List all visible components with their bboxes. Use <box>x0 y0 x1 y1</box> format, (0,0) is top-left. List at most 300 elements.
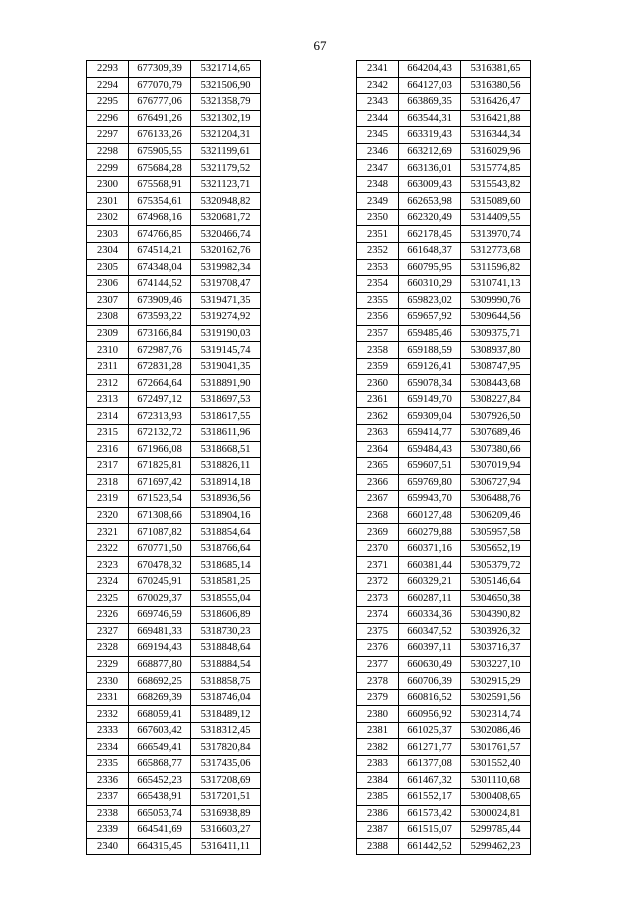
y-coordinate-cell: 5307380,66 <box>461 441 531 458</box>
x-coordinate-cell: 674968,16 <box>129 209 191 226</box>
x-coordinate-cell: 666549,41 <box>129 739 191 756</box>
y-coordinate-cell: 5300024,81 <box>461 805 531 822</box>
point-id-cell: 2347 <box>357 160 399 177</box>
y-coordinate-cell: 5318826,11 <box>191 458 261 475</box>
y-coordinate-cell: 5317201,51 <box>191 789 261 806</box>
y-coordinate-cell: 5299462,23 <box>461 838 531 855</box>
table-row <box>357 160 531 177</box>
y-coordinate-cell: 5316029,96 <box>461 143 531 160</box>
y-coordinate-cell: 5319982,34 <box>191 259 261 276</box>
x-coordinate-cell: 674348,04 <box>129 259 191 276</box>
table-row <box>87 689 261 706</box>
table-row <box>87 243 261 260</box>
y-coordinate-cell: 5304650,38 <box>461 590 531 607</box>
y-coordinate-cell: 5301110,68 <box>461 772 531 789</box>
point-id-cell: 2382 <box>357 739 399 756</box>
point-id-cell: 2373 <box>357 590 399 607</box>
x-coordinate-cell: 664541,69 <box>129 822 191 839</box>
table-row <box>87 425 261 442</box>
y-coordinate-cell: 5309375,71 <box>461 325 531 342</box>
x-coordinate-cell: 661377,08 <box>399 755 461 772</box>
y-coordinate-cell: 5318312,45 <box>191 722 261 739</box>
point-id-cell: 2371 <box>357 557 399 574</box>
y-coordinate-cell: 5318730,23 <box>191 623 261 640</box>
x-coordinate-cell: 660127,48 <box>399 507 461 524</box>
x-coordinate-cell: 661442,52 <box>399 838 461 855</box>
table-row <box>357 524 531 541</box>
x-coordinate-cell: 672313,93 <box>129 408 191 425</box>
x-coordinate-cell: 660816,52 <box>399 689 461 706</box>
table-row <box>357 491 531 508</box>
table-row <box>87 822 261 839</box>
table-row <box>357 391 531 408</box>
table-row <box>357 474 531 491</box>
y-coordinate-cell: 5318884,54 <box>191 656 261 673</box>
point-id-cell: 2354 <box>357 276 399 293</box>
y-coordinate-cell: 5321123,71 <box>191 176 261 193</box>
table-row <box>87 805 261 822</box>
x-coordinate-cell: 660279,88 <box>399 524 461 541</box>
point-id-cell: 2375 <box>357 623 399 640</box>
x-coordinate-cell: 660329,21 <box>399 573 461 590</box>
y-coordinate-cell: 5319041,35 <box>191 358 261 375</box>
y-coordinate-cell: 5305957,58 <box>461 524 531 541</box>
table-row <box>87 276 261 293</box>
point-id-cell: 2316 <box>87 441 129 458</box>
point-id-cell: 2344 <box>357 110 399 127</box>
point-id-cell: 2317 <box>87 458 129 475</box>
table-row <box>357 722 531 739</box>
point-id-cell: 2314 <box>87 408 129 425</box>
y-coordinate-cell: 5318854,64 <box>191 524 261 541</box>
table-row <box>357 590 531 607</box>
table-row <box>357 755 531 772</box>
point-id-cell: 2345 <box>357 127 399 144</box>
y-coordinate-cell: 5318914,18 <box>191 474 261 491</box>
y-coordinate-cell: 5318858,75 <box>191 673 261 690</box>
x-coordinate-cell: 660287,11 <box>399 590 461 607</box>
x-coordinate-cell: 676777,06 <box>129 94 191 111</box>
table-row <box>87 524 261 541</box>
table-row <box>87 77 261 94</box>
point-id-cell: 2308 <box>87 309 129 326</box>
y-coordinate-cell: 5318685,14 <box>191 557 261 574</box>
point-id-cell: 2367 <box>357 491 399 508</box>
point-id-cell: 2363 <box>357 425 399 442</box>
table-row <box>357 739 531 756</box>
y-coordinate-cell: 5308227,84 <box>461 391 531 408</box>
x-coordinate-cell: 676133,26 <box>129 127 191 144</box>
table-row <box>87 722 261 739</box>
table-row <box>357 110 531 127</box>
table-row <box>357 822 531 839</box>
point-id-cell: 2315 <box>87 425 129 442</box>
table-row <box>357 61 531 78</box>
table-row <box>357 243 531 260</box>
y-coordinate-cell: 5303227,10 <box>461 656 531 673</box>
y-coordinate-cell: 5303716,37 <box>461 640 531 657</box>
y-coordinate-cell: 5307926,50 <box>461 408 531 425</box>
x-coordinate-cell: 661573,42 <box>399 805 461 822</box>
point-id-cell: 2329 <box>87 656 129 673</box>
table-row <box>87 325 261 342</box>
point-id-cell: 2341 <box>357 61 399 78</box>
table-row <box>87 358 261 375</box>
y-coordinate-cell: 5309644,56 <box>461 309 531 326</box>
table-row <box>87 127 261 144</box>
point-id-cell: 2324 <box>87 573 129 590</box>
point-id-cell: 2340 <box>87 838 129 855</box>
table-row <box>357 458 531 475</box>
y-coordinate-cell: 5321358,79 <box>191 94 261 111</box>
y-coordinate-cell: 5319471,35 <box>191 292 261 309</box>
table-row <box>357 226 531 243</box>
y-coordinate-cell: 5321199,61 <box>191 143 261 160</box>
x-coordinate-cell: 661648,37 <box>399 243 461 260</box>
y-coordinate-cell: 5318904,16 <box>191 507 261 524</box>
y-coordinate-cell: 5300408,65 <box>461 789 531 806</box>
point-id-cell: 2320 <box>87 507 129 524</box>
point-id-cell: 2328 <box>87 640 129 657</box>
table-row <box>87 474 261 491</box>
table-row <box>357 94 531 111</box>
y-coordinate-cell: 5302314,74 <box>461 706 531 723</box>
table-row <box>87 673 261 690</box>
table-row <box>357 689 531 706</box>
point-id-cell: 2365 <box>357 458 399 475</box>
table-row <box>87 573 261 590</box>
point-id-cell: 2293 <box>87 61 129 78</box>
y-coordinate-cell: 5318606,89 <box>191 607 261 624</box>
point-id-cell: 2305 <box>87 259 129 276</box>
y-coordinate-cell: 5321714,65 <box>191 61 261 78</box>
table-row <box>87 143 261 160</box>
table-row <box>357 640 531 657</box>
point-id-cell: 2384 <box>357 772 399 789</box>
y-coordinate-cell: 5320948,82 <box>191 193 261 210</box>
point-id-cell: 2309 <box>87 325 129 342</box>
table-row <box>357 143 531 160</box>
point-id-cell: 2356 <box>357 309 399 326</box>
y-coordinate-cell: 5321302,19 <box>191 110 261 127</box>
x-coordinate-cell: 670029,37 <box>129 590 191 607</box>
point-id-cell: 2310 <box>87 342 129 359</box>
point-id-cell: 2326 <box>87 607 129 624</box>
x-coordinate-cell: 659484,43 <box>399 441 461 458</box>
x-coordinate-cell: 659943,70 <box>399 491 461 508</box>
table-row <box>87 176 261 193</box>
y-coordinate-cell: 5312773,68 <box>461 243 531 260</box>
x-coordinate-cell: 673909,46 <box>129 292 191 309</box>
table-row <box>357 309 531 326</box>
point-id-cell: 2301 <box>87 193 129 210</box>
point-id-cell: 2298 <box>87 143 129 160</box>
point-id-cell: 2353 <box>357 259 399 276</box>
table-row <box>87 375 261 392</box>
table-row <box>357 540 531 557</box>
x-coordinate-cell: 659309,04 <box>399 408 461 425</box>
y-coordinate-cell: 5303926,32 <box>461 623 531 640</box>
x-coordinate-cell: 664127,03 <box>399 77 461 94</box>
x-coordinate-cell: 660347,52 <box>399 623 461 640</box>
y-coordinate-cell: 5309990,76 <box>461 292 531 309</box>
table-row <box>87 607 261 624</box>
y-coordinate-cell: 5305652,19 <box>461 540 531 557</box>
y-coordinate-cell: 5318611,96 <box>191 425 261 442</box>
y-coordinate-cell: 5306488,76 <box>461 491 531 508</box>
x-coordinate-cell: 672664,64 <box>129 375 191 392</box>
x-coordinate-cell: 662653,98 <box>399 193 461 210</box>
y-coordinate-cell: 5302086,46 <box>461 722 531 739</box>
point-id-cell: 2381 <box>357 722 399 739</box>
x-coordinate-cell: 668692,25 <box>129 673 191 690</box>
point-id-cell: 2342 <box>357 77 399 94</box>
coordinates-table-left <box>86 60 261 855</box>
table-row <box>87 408 261 425</box>
x-coordinate-cell: 669481,33 <box>129 623 191 640</box>
point-id-cell: 2323 <box>87 557 129 574</box>
x-coordinate-cell: 659188,59 <box>399 342 461 359</box>
x-coordinate-cell: 660371,16 <box>399 540 461 557</box>
table-row <box>357 656 531 673</box>
point-id-cell: 2370 <box>357 540 399 557</box>
point-id-cell: 2380 <box>357 706 399 723</box>
y-coordinate-cell: 5318848,64 <box>191 640 261 657</box>
table-row <box>87 94 261 111</box>
point-id-cell: 2376 <box>357 640 399 657</box>
x-coordinate-cell: 672831,28 <box>129 358 191 375</box>
table-row <box>87 441 261 458</box>
table-row <box>357 805 531 822</box>
table-row <box>357 127 531 144</box>
x-coordinate-cell: 671087,82 <box>129 524 191 541</box>
table-row <box>357 607 531 624</box>
x-coordinate-cell: 669194,43 <box>129 640 191 657</box>
point-id-cell: 2352 <box>357 243 399 260</box>
x-coordinate-cell: 674766,85 <box>129 226 191 243</box>
x-coordinate-cell: 660397,11 <box>399 640 461 657</box>
y-coordinate-cell: 5306727,94 <box>461 474 531 491</box>
x-coordinate-cell: 671523,54 <box>129 491 191 508</box>
y-coordinate-cell: 5316426,47 <box>461 94 531 111</box>
x-coordinate-cell: 672497,12 <box>129 391 191 408</box>
table-row <box>87 706 261 723</box>
point-id-cell: 2333 <box>87 722 129 739</box>
point-id-cell: 2349 <box>357 193 399 210</box>
y-coordinate-cell: 5319708,47 <box>191 276 261 293</box>
point-id-cell: 2372 <box>357 573 399 590</box>
x-coordinate-cell: 665452,23 <box>129 772 191 789</box>
x-coordinate-cell: 663009,43 <box>399 176 461 193</box>
y-coordinate-cell: 5302915,29 <box>461 673 531 690</box>
x-coordinate-cell: 673166,84 <box>129 325 191 342</box>
point-id-cell: 2297 <box>87 127 129 144</box>
table-row <box>87 838 261 855</box>
point-id-cell: 2296 <box>87 110 129 127</box>
point-id-cell: 2311 <box>87 358 129 375</box>
x-coordinate-cell: 664315,45 <box>129 838 191 855</box>
x-coordinate-cell: 672132,72 <box>129 425 191 442</box>
table-row <box>87 193 261 210</box>
x-coordinate-cell: 670771,50 <box>129 540 191 557</box>
x-coordinate-cell: 663319,43 <box>399 127 461 144</box>
point-id-cell: 2299 <box>87 160 129 177</box>
table-row <box>87 772 261 789</box>
y-coordinate-cell: 5310741,13 <box>461 276 531 293</box>
x-coordinate-cell: 668269,39 <box>129 689 191 706</box>
x-coordinate-cell: 665868,77 <box>129 755 191 772</box>
y-coordinate-cell: 5320162,76 <box>191 243 261 260</box>
y-coordinate-cell: 5317820,84 <box>191 739 261 756</box>
x-coordinate-cell: 660334,36 <box>399 607 461 624</box>
x-coordinate-cell: 659657,92 <box>399 309 461 326</box>
table-row <box>357 789 531 806</box>
point-id-cell: 2343 <box>357 94 399 111</box>
y-coordinate-cell: 5311596,82 <box>461 259 531 276</box>
table-row <box>87 623 261 640</box>
table-row <box>357 342 531 359</box>
x-coordinate-cell: 662320,49 <box>399 209 461 226</box>
table-row <box>87 110 261 127</box>
point-id-cell: 2348 <box>357 176 399 193</box>
point-id-cell: 2387 <box>357 822 399 839</box>
point-id-cell: 2360 <box>357 375 399 392</box>
page-number: 67 <box>313 38 327 53</box>
x-coordinate-cell: 660381,44 <box>399 557 461 574</box>
table-row <box>87 789 261 806</box>
table-row <box>87 491 261 508</box>
table-row <box>87 209 261 226</box>
x-coordinate-cell: 675905,55 <box>129 143 191 160</box>
table-row <box>357 325 531 342</box>
point-id-cell: 2366 <box>357 474 399 491</box>
y-coordinate-cell: 5318668,51 <box>191 441 261 458</box>
point-id-cell: 2364 <box>357 441 399 458</box>
point-id-cell: 2321 <box>87 524 129 541</box>
point-id-cell: 2319 <box>87 491 129 508</box>
y-coordinate-cell: 5316344,34 <box>461 127 531 144</box>
point-id-cell: 2331 <box>87 689 129 706</box>
point-id-cell: 2385 <box>357 789 399 806</box>
point-id-cell: 2368 <box>357 507 399 524</box>
x-coordinate-cell: 663136,01 <box>399 160 461 177</box>
point-id-cell: 2312 <box>87 375 129 392</box>
y-coordinate-cell: 5317208,69 <box>191 772 261 789</box>
point-id-cell: 2374 <box>357 607 399 624</box>
y-coordinate-cell: 5308937,80 <box>461 342 531 359</box>
y-coordinate-cell: 5318936,56 <box>191 491 261 508</box>
x-coordinate-cell: 671825,81 <box>129 458 191 475</box>
x-coordinate-cell: 674144,52 <box>129 276 191 293</box>
point-id-cell: 2294 <box>87 77 129 94</box>
x-coordinate-cell: 671308,66 <box>129 507 191 524</box>
point-id-cell: 2355 <box>357 292 399 309</box>
y-coordinate-cell: 5316411,11 <box>191 838 261 855</box>
point-id-cell: 2369 <box>357 524 399 541</box>
y-coordinate-cell: 5314409,55 <box>461 209 531 226</box>
y-coordinate-cell: 5319190,03 <box>191 325 261 342</box>
table-row <box>357 673 531 690</box>
table-row <box>87 557 261 574</box>
point-id-cell: 2330 <box>87 673 129 690</box>
point-id-cell: 2322 <box>87 540 129 557</box>
table-row <box>87 309 261 326</box>
table-row <box>357 375 531 392</box>
y-coordinate-cell: 5318766,64 <box>191 540 261 557</box>
table-row <box>357 276 531 293</box>
x-coordinate-cell: 661467,32 <box>399 772 461 789</box>
y-coordinate-cell: 5313970,74 <box>461 226 531 243</box>
point-id-cell: 2335 <box>87 755 129 772</box>
table-row <box>87 259 261 276</box>
table-row <box>357 623 531 640</box>
y-coordinate-cell: 5320681,72 <box>191 209 261 226</box>
y-coordinate-cell: 5301552,40 <box>461 755 531 772</box>
x-coordinate-cell: 660630,49 <box>399 656 461 673</box>
x-coordinate-cell: 664204,43 <box>399 61 461 78</box>
y-coordinate-cell: 5321506,90 <box>191 77 261 94</box>
table-row <box>357 176 531 193</box>
y-coordinate-cell: 5302591,56 <box>461 689 531 706</box>
coordinates-table-right <box>356 60 531 855</box>
table-row <box>357 425 531 442</box>
point-id-cell: 2378 <box>357 673 399 690</box>
x-coordinate-cell: 671697,42 <box>129 474 191 491</box>
x-coordinate-cell: 676491,26 <box>129 110 191 127</box>
table-row <box>357 573 531 590</box>
point-id-cell: 2339 <box>87 822 129 839</box>
y-coordinate-cell: 5319145,74 <box>191 342 261 359</box>
y-coordinate-cell: 5308747,95 <box>461 358 531 375</box>
x-coordinate-cell: 670245,91 <box>129 573 191 590</box>
y-coordinate-cell: 5318581,25 <box>191 573 261 590</box>
point-id-cell: 2388 <box>357 838 399 855</box>
table-row <box>357 358 531 375</box>
x-coordinate-cell: 674514,21 <box>129 243 191 260</box>
y-coordinate-cell: 5304390,82 <box>461 607 531 624</box>
y-coordinate-cell: 5305146,64 <box>461 573 531 590</box>
point-id-cell: 2338 <box>87 805 129 822</box>
point-id-cell: 2337 <box>87 789 129 806</box>
point-id-cell: 2350 <box>357 209 399 226</box>
y-coordinate-cell: 5317435,06 <box>191 755 261 772</box>
table-row <box>357 259 531 276</box>
table-row <box>357 209 531 226</box>
point-id-cell: 2351 <box>357 226 399 243</box>
point-id-cell: 2377 <box>357 656 399 673</box>
x-coordinate-cell: 677309,39 <box>129 61 191 78</box>
table-row <box>87 391 261 408</box>
x-coordinate-cell: 659607,51 <box>399 458 461 475</box>
x-coordinate-cell: 660310,29 <box>399 276 461 293</box>
table-row <box>357 292 531 309</box>
table-row <box>357 557 531 574</box>
y-coordinate-cell: 5316938,89 <box>191 805 261 822</box>
table-row <box>357 706 531 723</box>
x-coordinate-cell: 659769,80 <box>399 474 461 491</box>
x-coordinate-cell: 659149,70 <box>399 391 461 408</box>
point-id-cell: 2334 <box>87 739 129 756</box>
point-id-cell: 2332 <box>87 706 129 723</box>
y-coordinate-cell: 5316603,27 <box>191 822 261 839</box>
point-id-cell: 2359 <box>357 358 399 375</box>
y-coordinate-cell: 5315543,82 <box>461 176 531 193</box>
y-coordinate-cell: 5318617,55 <box>191 408 261 425</box>
point-id-cell: 2303 <box>87 226 129 243</box>
x-coordinate-cell: 661271,77 <box>399 739 461 756</box>
y-coordinate-cell: 5319274,92 <box>191 309 261 326</box>
table-row <box>87 342 261 359</box>
